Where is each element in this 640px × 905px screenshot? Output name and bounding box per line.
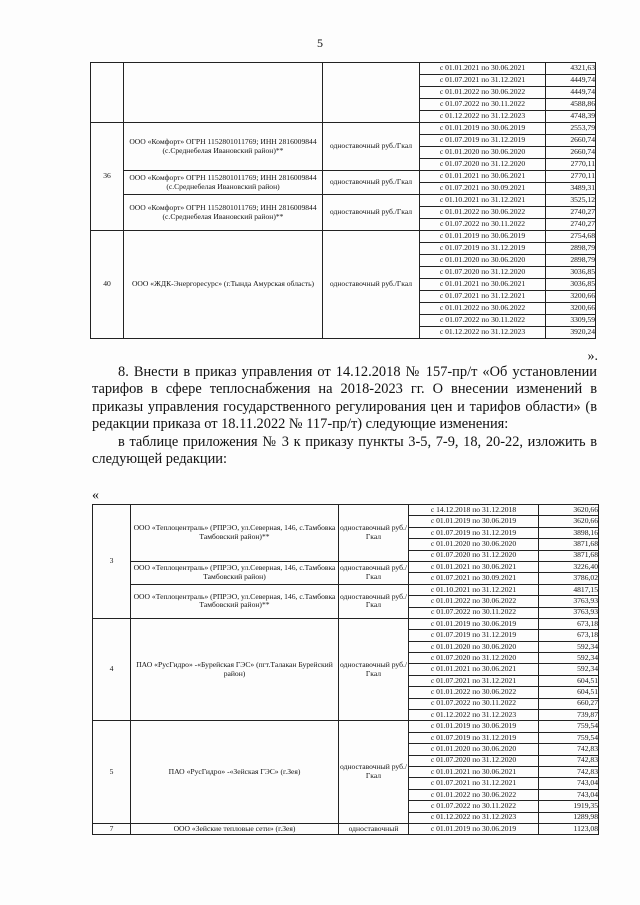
tariff-value: 4321,63 bbox=[546, 63, 596, 75]
table-row bbox=[93, 561, 599, 572]
period: с 01.01.2022 по 30.06.2022 bbox=[420, 87, 546, 99]
tariff-value: 3871,68 bbox=[539, 539, 599, 550]
period: с 01.01.2022 по 30.06.2022 bbox=[409, 687, 539, 698]
period: с 01.07.2020 по 31.12.2020 bbox=[420, 267, 546, 279]
tariff-value: 3898,16 bbox=[539, 527, 599, 538]
tariff-value: 4449,74 bbox=[546, 87, 596, 99]
tariff-table-continued bbox=[90, 62, 596, 339]
tariff-type: одноставочный руб./Гкал bbox=[339, 505, 409, 562]
organization-name: ООО «Комфорт» ОГРН 1152801011769; ИНН 2816009844 (с.Среднебелая Ивановский район) bbox=[124, 171, 323, 195]
paragraph-instruction: в таблице приложения № 3 к приказу пункты 3-5, 7-9, 18, 20-22, изложить в следующей редакции: bbox=[92, 433, 597, 468]
tariff-value: 3786,02 bbox=[539, 573, 599, 584]
table-row bbox=[93, 721, 599, 732]
period: с 01.07.2019 по 31.12.2019 bbox=[420, 135, 546, 147]
item-number: 3 bbox=[93, 505, 131, 619]
tariff-value: 2754,68 bbox=[546, 231, 596, 243]
organization-name: ООО «Теплоцентраль» (РПРЭО, ул.Северная, 146, с.Тамбовка Тамбовский район) bbox=[131, 561, 339, 584]
tariff-value: 3309,59 bbox=[546, 315, 596, 327]
tariff-value: 592,34 bbox=[539, 664, 599, 675]
organization-name: ООО «Комфорт» ОГРН 1152801011769; ИНН 2816009844 (с.Среднебелая Ивановский район)** bbox=[124, 123, 323, 171]
tariff-type: одноставочный руб./Гкал bbox=[323, 195, 420, 231]
period: с 01.07.2020 по 31.12.2020 bbox=[409, 755, 539, 766]
tariff-value: 3226,40 bbox=[539, 561, 599, 572]
item-number: 36 bbox=[91, 123, 124, 231]
period: с 01.01.2021 по 30.06.2021 bbox=[420, 279, 546, 291]
period: с 01.01.2020 по 30.06.2020 bbox=[420, 147, 546, 159]
tariff-value: 2660,74 bbox=[546, 135, 596, 147]
tariff-value: 2740,27 bbox=[546, 207, 596, 219]
item-number: 40 bbox=[91, 231, 124, 339]
period: с 01.07.2019 по 31.12.2019 bbox=[409, 630, 539, 641]
period: с 01.01.2019 по 30.06.2019 bbox=[409, 721, 539, 732]
period: с 14.12.2018 по 31.12.2018 bbox=[409, 505, 539, 516]
item-number: 5 bbox=[93, 721, 131, 824]
table-row bbox=[91, 195, 596, 207]
tariff-value: 4449,74 bbox=[546, 75, 596, 87]
table-row bbox=[91, 231, 596, 243]
tariff-value: 1919,35 bbox=[539, 801, 599, 812]
opening-quote: « bbox=[92, 488, 99, 503]
tariff-value: 1289,98 bbox=[539, 812, 599, 823]
period: с 01.01.2021 по 30.06.2021 bbox=[409, 561, 539, 572]
tariff-value: 3525,12 bbox=[546, 195, 596, 207]
tariff-value: 2898,79 bbox=[546, 255, 596, 267]
period: с 01.01.2019 по 30.06.2019 bbox=[409, 516, 539, 527]
period: с 01.07.2020 по 31.12.2020 bbox=[420, 159, 546, 171]
tariff-type bbox=[323, 63, 420, 123]
period: с 01.10.2021 по 31.12.2021 bbox=[409, 584, 539, 595]
tariff-value: 592,34 bbox=[539, 653, 599, 664]
tariff-value: 4748,39 bbox=[546, 111, 596, 123]
period: с 01.07.2019 по 31.12.2019 bbox=[409, 732, 539, 743]
tariff-value: 3620,66 bbox=[539, 505, 599, 516]
period: с 01.01.2021 по 30.06.2021 bbox=[409, 766, 539, 777]
tariff-value: 3489,31 bbox=[546, 183, 596, 195]
period: с 01.07.2021 по 30.09.2021 bbox=[409, 573, 539, 584]
table-row bbox=[93, 505, 599, 516]
period: с 01.01.2020 по 30.06.2020 bbox=[409, 539, 539, 550]
organization-name: ООО «ЖДК-Энергоресурс» (г.Тында Амурская область) bbox=[124, 231, 323, 339]
tariff-value: 3763,93 bbox=[539, 607, 599, 618]
tariff-type: одноставочный руб./Гкал bbox=[339, 618, 409, 721]
tariff-value: 2770,11 bbox=[546, 171, 596, 183]
tariff-value: 742,83 bbox=[539, 766, 599, 777]
period: с 01.12.2022 по 31.12.2023 bbox=[409, 812, 539, 823]
tariff-value: 3763,93 bbox=[539, 596, 599, 607]
table-row bbox=[91, 171, 596, 183]
period: с 01.01.2020 по 30.06.2020 bbox=[409, 744, 539, 755]
period: с 01.01.2021 по 30.06.2021 bbox=[420, 171, 546, 183]
tariff-value: 4588,86 bbox=[546, 99, 596, 111]
tariff-type: одноставочный руб./Гкал bbox=[339, 561, 409, 584]
tariff-value: 2770,11 bbox=[546, 159, 596, 171]
item-number: 4 bbox=[93, 618, 131, 721]
tariff-value: 604,51 bbox=[539, 675, 599, 686]
period: с 01.01.2022 по 30.06.2022 bbox=[420, 207, 546, 219]
tariff-type: одноставочный руб./Гкал bbox=[323, 171, 420, 195]
organization-name: ПАО «РусГидро» -«Бурейская ГЭС» (пгт.Талакан Бурейский район) bbox=[131, 618, 339, 721]
period: с 01.07.2019 по 31.12.2019 bbox=[409, 527, 539, 538]
period: с 01.12.2022 по 31.12.2023 bbox=[409, 710, 539, 721]
tariff-value: 3871,68 bbox=[539, 550, 599, 561]
table-row bbox=[93, 618, 599, 629]
tariff-value: 3036,85 bbox=[546, 279, 596, 291]
organization-name: ООО «Зейские тепловые сети» (г.Зея) bbox=[131, 823, 339, 834]
tariff-value: 743,04 bbox=[539, 778, 599, 789]
period: с 01.07.2022 по 30.11.2022 bbox=[420, 219, 546, 231]
tariff-value: 592,34 bbox=[539, 641, 599, 652]
period: с 01.01.2019 по 30.06.2019 bbox=[420, 123, 546, 135]
table-row bbox=[93, 823, 599, 834]
period: с 01.07.2022 по 30.11.2022 bbox=[409, 607, 539, 618]
period: с 01.01.2021 по 30.06.2021 bbox=[409, 664, 539, 675]
table-row bbox=[93, 584, 599, 595]
table-row bbox=[91, 63, 596, 75]
paragraph-8: 8. Внести в приказ управления от 14.12.2018 № 157-пр/т «Об установлении тарифов в сфере теплоснабжения на 2018-2023 гг. О внесении изменений в приказы управления государственного регулирования цен и тарифов области» (в редакции приказа от 18.11.2022 № 117-пр/т) следующие изменения: bbox=[92, 364, 597, 433]
tariff-type: одноставочный руб./Гкал bbox=[323, 231, 420, 339]
period: с 01.01.2022 по 30.06.2022 bbox=[409, 596, 539, 607]
period: с 01.07.2022 по 30.11.2022 bbox=[420, 99, 546, 111]
tariff-value: 660,27 bbox=[539, 698, 599, 709]
period: с 01.01.2022 по 30.06.2022 bbox=[420, 303, 546, 315]
period: с 01.07.2020 по 31.12.2020 bbox=[409, 653, 539, 664]
tariff-type: одноставочный руб./Гкал bbox=[339, 584, 409, 618]
tariff-value: 739,87 bbox=[539, 710, 599, 721]
item-number: 7 bbox=[93, 823, 131, 834]
table-row bbox=[91, 123, 596, 135]
page-number: 5 bbox=[317, 36, 323, 50]
tariff-value: 673,18 bbox=[539, 630, 599, 641]
tariff-value: 3920,24 bbox=[546, 327, 596, 339]
organization-name: ООО «Комфорт» ОГРН 1152801011769; ИНН 2816009844 (с.Среднебелая Ивановский район)** bbox=[124, 195, 323, 231]
tariff-type: одноставочный руб./Гкал bbox=[323, 123, 420, 171]
tariff-value: 3200,66 bbox=[546, 291, 596, 303]
period: с 01.07.2021 по 31.12.2021 bbox=[409, 675, 539, 686]
tariff-value: 3620,66 bbox=[539, 516, 599, 527]
tariff-type: одноставочный руб./Гкал bbox=[339, 721, 409, 824]
period: с 01.07.2022 по 30.11.2022 bbox=[420, 315, 546, 327]
period: с 01.07.2020 по 31.12.2020 bbox=[409, 550, 539, 561]
tariff-value: 604,51 bbox=[539, 687, 599, 698]
tariff-value: 3200,66 bbox=[546, 303, 596, 315]
period: с 01.01.2019 по 30.06.2019 bbox=[409, 823, 539, 834]
tariff-value: 2553,79 bbox=[546, 123, 596, 135]
period: с 01.07.2021 по 31.12.2021 bbox=[420, 291, 546, 303]
tariff-value: 743,04 bbox=[539, 789, 599, 800]
period: с 01.01.2022 по 30.06.2022 bbox=[409, 789, 539, 800]
tariff-value: 3036,85 bbox=[546, 267, 596, 279]
period: с 01.10.2021 по 31.12.2021 bbox=[420, 195, 546, 207]
period: с 01.12.2022 по 31.12.2023 bbox=[420, 111, 546, 123]
tariff-type: одноставочный bbox=[339, 823, 409, 834]
period: с 01.01.2019 по 30.06.2019 bbox=[409, 618, 539, 629]
organization-name: ПАО «РусГидро» -«Зейская ГЭС» (г.Зея) bbox=[131, 721, 339, 824]
period: с 01.07.2022 по 30.11.2022 bbox=[409, 698, 539, 709]
period: с 01.01.2020 по 30.06.2020 bbox=[420, 255, 546, 267]
organization-name bbox=[124, 63, 323, 123]
tariff-value: 742,83 bbox=[539, 755, 599, 766]
tariff-value: 2660,74 bbox=[546, 147, 596, 159]
period: с 01.01.2019 по 30.06.2019 bbox=[420, 231, 546, 243]
period: с 01.07.2022 по 30.11.2022 bbox=[409, 801, 539, 812]
tariff-value: 759,54 bbox=[539, 721, 599, 732]
period: с 01.01.2020 по 30.06.2020 bbox=[409, 641, 539, 652]
organization-name: ООО «Теплоцентраль» (РПРЭО, ул.Северная, 146, с.Тамбовка Тамбовский район)** bbox=[131, 505, 339, 562]
period: с 01.12.2022 по 31.12.2023 bbox=[420, 327, 546, 339]
period: с 01.07.2021 по 30.09.2021 bbox=[420, 183, 546, 195]
amendment-text bbox=[92, 364, 597, 468]
item-number bbox=[91, 63, 124, 123]
tariff-value: 4817,15 bbox=[539, 584, 599, 595]
period: с 01.07.2021 по 31.12.2021 bbox=[420, 75, 546, 87]
tariff-table-appendix-3 bbox=[92, 504, 599, 835]
tariff-value: 2740,27 bbox=[546, 219, 596, 231]
tariff-value: 742,83 bbox=[539, 744, 599, 755]
period: с 01.07.2021 по 31.12.2021 bbox=[409, 778, 539, 789]
tariff-value: 1123,08 bbox=[539, 823, 599, 834]
organization-name: ООО «Теплоцентраль» (РПРЭО, ул.Северная, 146, с.Тамбовка Тамбовский район)** bbox=[131, 584, 339, 618]
closing-quote: ». bbox=[587, 349, 598, 364]
tariff-value: 2898,79 bbox=[546, 243, 596, 255]
tariff-value: 759,54 bbox=[539, 732, 599, 743]
period: с 01.01.2021 по 30.06.2021 bbox=[420, 63, 546, 75]
tariff-value: 673,18 bbox=[539, 618, 599, 629]
period: с 01.07.2019 по 31.12.2019 bbox=[420, 243, 546, 255]
